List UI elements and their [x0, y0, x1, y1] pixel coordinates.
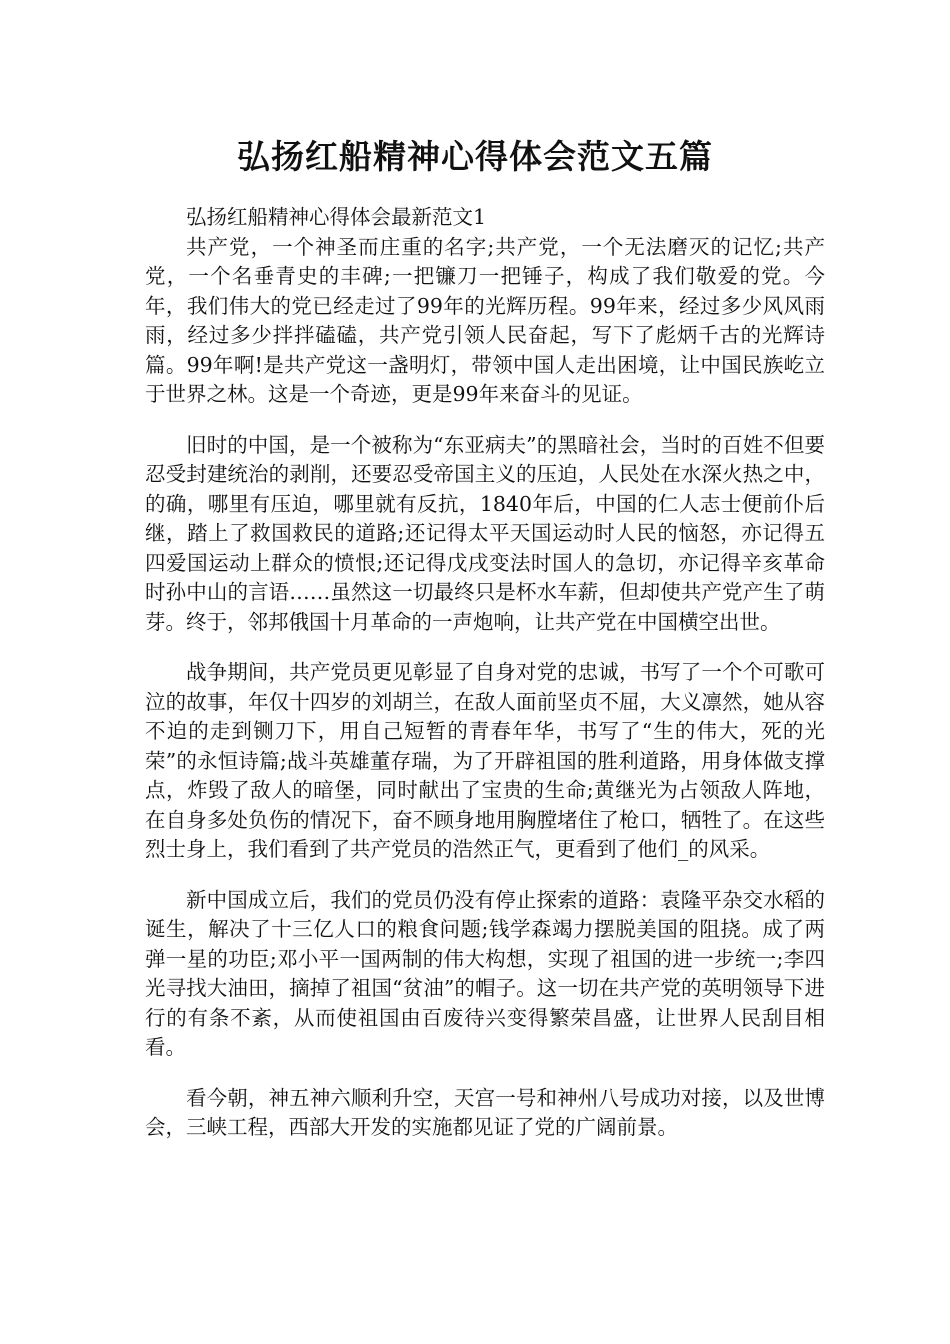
paragraph-2: 旧时的中国，是一个被称为“东亚病夫”的黑暗社会，当时的百姓不但要忍受封建统治的剥削，还要忍受帝国主义的压迫，人民处在水深火热之中，的确，哪里有压迫，哪里就有反抗，1840年后，中国的仁人志士便前仆后继，踏上了救国救民的道路;还记得太平天国运动时人民的恼怒，亦记得五四爱国运动上群众的愤恨;还记得戊戌变法时国人的急切，亦记得辛亥革命时孙中山的言语……虽然这一切最终只是杯水车薪，但却使共产党产生了萌芽。终于，邻邦俄国十月革命的一声炮响，让共产党在中国横空出世。 — [145, 432, 825, 634]
paragraph-3: 战争期间，共产党员更见彰显了自身对党的忠诚，书写了一个个可歌可泣的故事，年仅十四岁的刘胡兰，在敌人面前坚贞不屈，大义凛然，她从容不迫的走到铡刀下，用自己短暂的青春年华，书写了“生的伟大，死的光荣”的永恒诗篇;战斗英雄董存瑞，为了开辟祖国的胜利道路，用身体做支撑点，炸毁了敌人的暗堡，同时献出了宝贵的生命;黄继光为占领敌人阵地，在自身多处负伤的情况下，奋不顾身地用胸膛堵住了枪口，牺牲了。在这些烈士身上，我们看到了共产党员的浩然正气，更看到了他们_的风采。 — [145, 660, 825, 861]
paragraph-5: 看今朝，神五神六顺利升空，天宫一号和神州八号成功对接，以及世博会，三峡工程，西部大开发的实施都见证了党的广阔前景。 — [145, 1085, 825, 1139]
document-body — [145, 203, 825, 1164]
document-title: 弘扬红船精神心得体会范文五篇 — [237, 137, 713, 176]
section-subtitle: 弘扬红船精神心得体会最新范文1 — [186, 205, 487, 229]
paragraph-4: 新中国成立后，我们的党员仍没有停止探索的道路：袁隆平杂交水稻的诞生，解决了十三亿人口的粮食问题;钱学森竭力摆脱美国的阻挠。成了两弹一星的功臣;邓小平一国两制的伟大构想，实现了祖国的进一步统一;李四光寻找大油田，摘掉了祖国“贫油”的帽子。这一切在共产党的英明领导下进行的有条不紊，从而使祖国由百废待兴变得繁荣昌盛，让世界人民刮目相看。 — [145, 887, 825, 1059]
paragraph-1: 共产党，一个神圣而庄重的名字;共产党，一个无法磨灭的记忆;共产党，一个名垂青史的丰碑;一把镰刀一把锤子，构成了我们敬爱的党。今年，我们伟大的党已经走过了99年的光辉历程。99年来，经过多少风风雨雨，经过多少拌拌磕磕，共产党引领人民奋起，写下了彪炳千古的光辉诗篇。99年啊!是共产党这一盏明灯，带领中国人走出困境，让中国民族屹立于世界之林。这是一个奇迹，更是99年来奋斗的见证。 — [145, 234, 825, 406]
